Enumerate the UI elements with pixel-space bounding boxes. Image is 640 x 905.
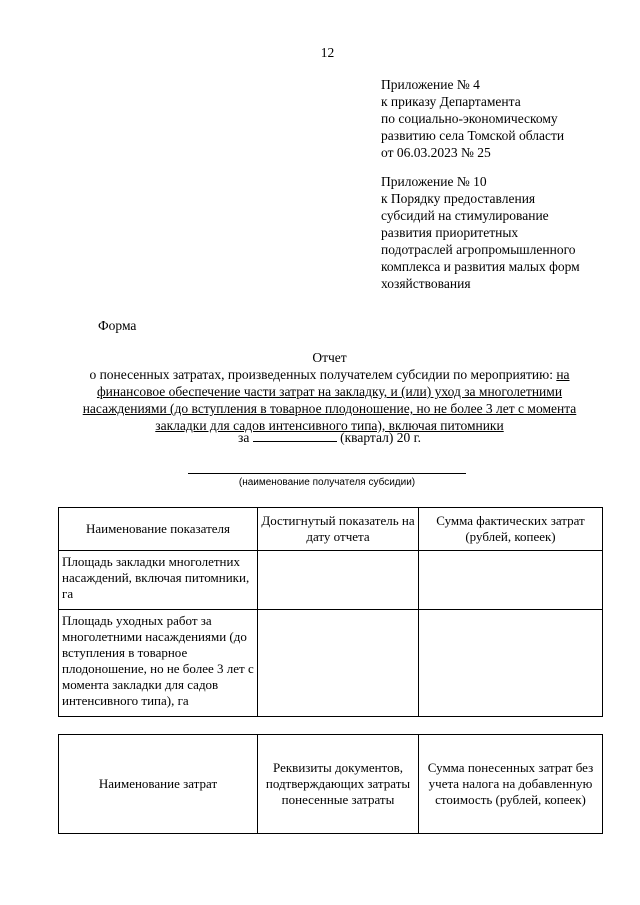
table-cell: Площадь уходных работ за многолетними насаждениями (до вступления в товарное плодоношение, но не более 3 лет с момента закладки для садов интенсивного типа), га [59,610,258,717]
appendix-10-line: комплекса и развития малых форм [381,259,580,274]
expenses-table [58,734,603,834]
table-cell-input[interactable] [258,551,419,610]
appendix-4-line: по социально-экономическому [381,111,558,126]
table-cell-input[interactable] [419,551,603,610]
page-number: 12 [320,45,335,60]
table-header-cell: Сумма фактических затрат (рублей, копеек) [419,508,603,551]
appendix-10-block [381,173,580,292]
period-quarter-blank[interactable] [253,429,337,442]
table-header-cell: Сумма понесенных затрат без учета налога на добавленную стоимость (рублей, копеек) [419,735,603,834]
table-cell: Площадь закладки многолетних насаждений, включая питомники, га [59,551,258,610]
table-header-cell: Реквизиты документов, подтверждающих затраты понесенные затраты [258,735,419,834]
period-suffix: (квартал) 20 г. [340,430,421,445]
report-title: Отчет [312,350,347,365]
table-row [59,551,603,610]
appendix-4-line: Приложение № 4 [381,77,480,92]
indicators-table [58,507,603,717]
table-header-cell: Достигнутый показатель на дату отчета [258,508,419,551]
recipient-name-line[interactable] [188,473,466,474]
table-header-row [59,508,603,551]
recipient-caption: (наименование получателя субсидии) [238,477,416,488]
report-measure: на финансовое обеспечение части затрат на закладку, и (или) уход за многолетними насаждениями (до вступления в товарное плодоношение, но не более 3 лет с момента закладки для садов интенсивного типа), включая питомники [82,367,577,433]
table-cell-input[interactable] [258,610,419,717]
appendix-10-line: Приложение № 10 [381,174,487,189]
report-intro: о понесенных затратах, произведенных получателем субсидии по мероприятию: [89,367,553,382]
appendix-10-line: развития приоритетных [381,225,519,240]
appendix-10-line: субсидий на стимулирование [381,208,549,223]
appendix-4-line: развитию села Томской области [381,128,565,143]
table-row [59,610,603,717]
appendix-4-block [381,76,564,161]
appendix-10-line: хозяйствования [381,276,471,291]
appendix-10-line: подотраслей агропромышленного [381,242,576,257]
table-header-row [59,735,603,834]
table-cell-input[interactable] [419,610,603,717]
table-header-cell: Наименование затрат [59,735,258,834]
appendix-4-line: к приказу Департамента [381,94,521,109]
period-prefix: за [238,430,250,445]
report-period [58,429,601,446]
form-label: Форма [98,318,137,333]
appendix-4-line: от 06.03.2023 № 25 [381,145,491,160]
report-description [58,366,601,434]
report-heading [58,349,601,434]
appendix-10-line: к Порядку предоставления [381,191,536,206]
table-header-cell: Наименование показателя [59,508,258,551]
